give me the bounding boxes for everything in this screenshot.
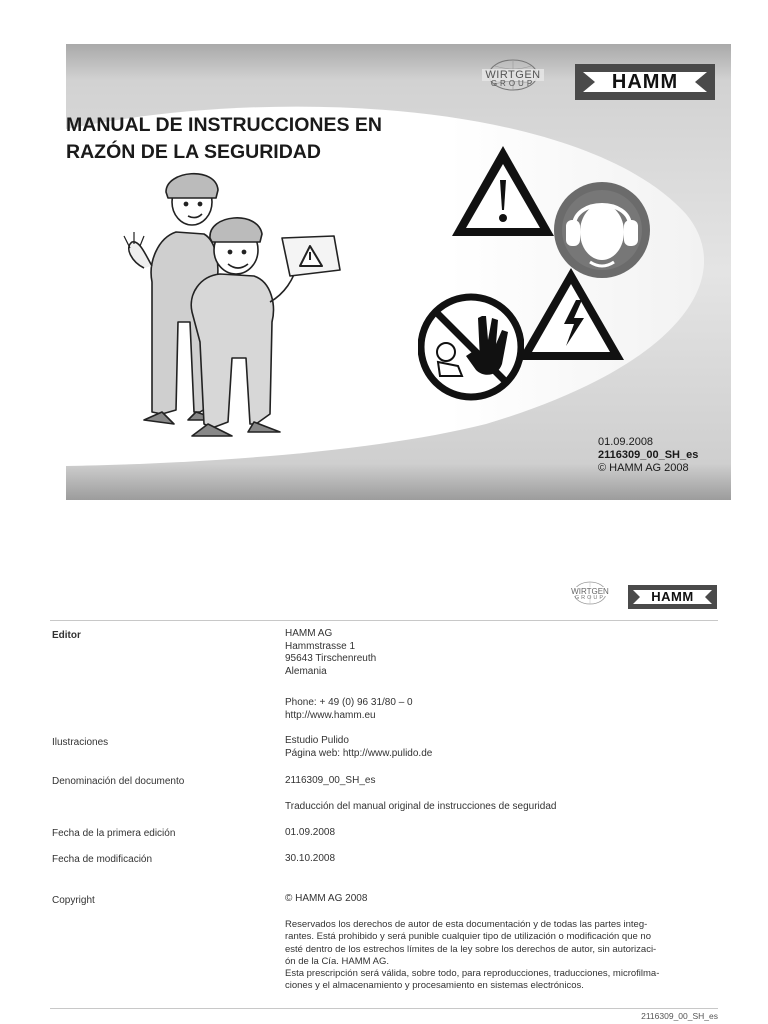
illustrations-website-link[interactable]: Página web: http://www.pulido.de xyxy=(285,747,433,759)
editor-line: Hammstrasse 1 xyxy=(285,640,356,652)
no-access-icon xyxy=(418,292,524,402)
cover-copyright: © HAMM AG 2008 xyxy=(598,462,689,474)
footer-doc-code: 2116309_00_SH_es xyxy=(641,1011,718,1021)
first-edition-label: Fecha de la primera edición xyxy=(52,828,176,839)
copyright-text-line: esté dentro de los estrechos límites de la ley sobre los derechos de autor, sin autorizaci- xyxy=(285,943,657,955)
cover-date: 01.09.2008 xyxy=(598,436,654,448)
first-edition-value: 01.09.2008 xyxy=(285,827,336,838)
copyright-text-line: ciones y el almacenamiento y procesamiento en sistemas electrónicos. xyxy=(285,980,584,992)
illustrations-studio: Estudio Pulido xyxy=(285,735,349,746)
editor-line: Alemania xyxy=(285,665,327,677)
header-divider xyxy=(50,620,718,621)
wirtgen-logo-small xyxy=(570,580,610,601)
document-name-note: Traducción del manual original de instrucciones de seguridad xyxy=(285,801,557,812)
cover-title-line-1: MANUAL DE INSTRUCCIONES EN xyxy=(66,114,382,136)
workers-illustration xyxy=(104,162,344,444)
editor-contact xyxy=(285,697,725,722)
copyright-text-line: Esta prescripción será válida, sobre todo, para reproducciones, traducciones, microfilma- xyxy=(285,968,660,980)
editor-line: 95643 Tirschenreuth xyxy=(285,653,377,664)
copyright-label: Copyright xyxy=(52,895,95,906)
wirtgen-logo-text: WIRTGEN xyxy=(482,69,544,81)
illustrations-value xyxy=(285,735,725,760)
copyright-value: © HAMM AG 2008 xyxy=(285,893,368,904)
document-name-value: 2116309_00_SH_es xyxy=(285,775,376,786)
cover-title xyxy=(66,112,382,166)
hamm-logo-text: HAMM xyxy=(611,71,679,93)
hamm-logo xyxy=(575,64,715,100)
copyright-text xyxy=(285,919,725,993)
modified-date-value: 30.10.2008 xyxy=(285,853,336,864)
editor-line: HAMM AG xyxy=(285,628,333,639)
general-warning-icon xyxy=(448,142,558,240)
editor-website-link[interactable]: http://www.hamm.eu xyxy=(285,709,376,721)
cover-meta xyxy=(598,436,698,475)
copyright-text-line: Reservados los derechos de autor de esta documentación y de todas las partes integ- xyxy=(285,919,648,930)
cover-title-line-2: RAZÓN DE LA SEGURIDAD xyxy=(66,141,321,163)
wirtgen-logo xyxy=(482,58,544,88)
document-name-label: Denominación del documento xyxy=(52,776,185,787)
hamm-logo-small-text: HAMM xyxy=(651,589,694,604)
editor-phone: Phone: + 49 (0) 96 31/80 – 0 xyxy=(285,697,413,708)
wirtgen-logo-small-text: WIRTGEN xyxy=(571,587,609,596)
hamm-logo-small xyxy=(628,585,717,609)
cover-panel xyxy=(66,44,731,500)
modified-date-label: Fecha de modificación xyxy=(52,854,153,865)
wirtgen-logo-small-subtext: GROUP xyxy=(574,595,606,601)
footer-divider xyxy=(50,1008,718,1009)
editor-label: Editor xyxy=(52,630,81,641)
editor-address xyxy=(285,628,725,678)
copyright-text-line: rantes. Está prohibido y será punible cualquier tipo de utilización o modificación que no xyxy=(285,931,651,943)
wirtgen-logo-subtext: GROUP xyxy=(490,79,536,88)
cover-doc-code: 2116309_00_SH_es xyxy=(598,449,699,461)
electrical-hazard-icon xyxy=(514,264,628,364)
copyright-text-line: ón de la Cía. HAMM AG. xyxy=(285,955,390,967)
illustrations-label: Ilustraciones xyxy=(52,737,109,748)
